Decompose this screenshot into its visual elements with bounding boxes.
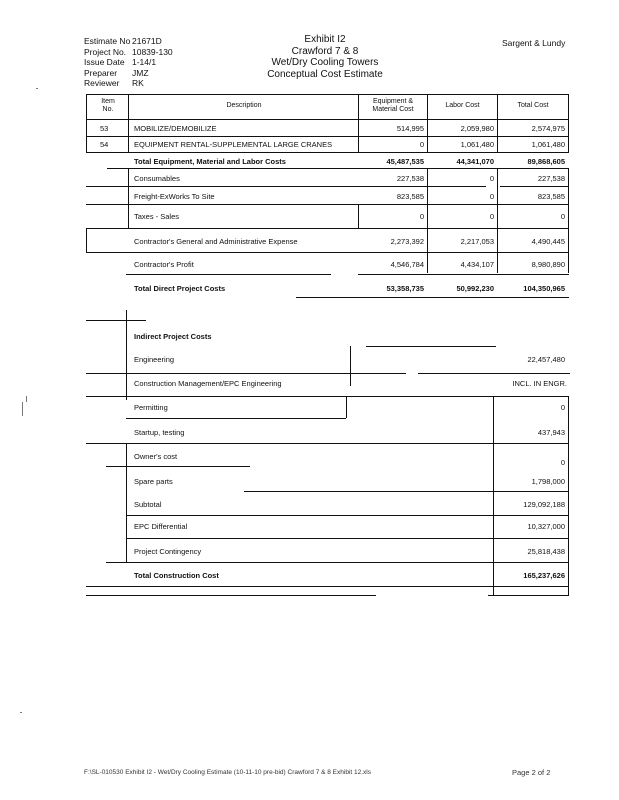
total-cost: 2,574,975 [531, 124, 565, 133]
title-line: Crawford 7 & 8 [291, 45, 359, 57]
row-description: Total Direct Project Costs [134, 284, 226, 293]
labor-cost: 0 [489, 212, 494, 221]
total-cost: 10,327,000 [527, 522, 565, 531]
total-cost: 227,538 [537, 174, 565, 183]
document-title [230, 34, 420, 80]
meta-value: 21671D [132, 36, 162, 46]
row-description: EPC Differential [134, 522, 188, 531]
meta-label: Estimate No [84, 36, 131, 46]
company-name: Sargent & Lundy [502, 38, 566, 48]
labor-cost: 0 [489, 192, 494, 201]
row-description: Owner's cost [134, 452, 178, 461]
row-description: Total Equipment, Material and Labor Costs [134, 157, 286, 166]
total-cost: 4,490,445 [531, 237, 565, 246]
meta-value: JMZ [132, 67, 149, 78]
meta-label: Project No. [84, 46, 127, 57]
col-header-text: Item [101, 98, 115, 105]
equipment-cost: 514,995 [396, 124, 424, 133]
preparer-row [84, 68, 173, 79]
title-line: Wet/Dry Cooling Towers [271, 57, 379, 68]
total-cost: 0 [560, 212, 565, 221]
title-line: Conceptual Cost Estimate [267, 68, 383, 80]
row-description: Taxes - Sales [134, 212, 180, 221]
row-description: Startup, testing [134, 428, 185, 437]
equipment-cost: 0 [419, 212, 424, 221]
col-header-description: Description [226, 102, 262, 109]
row-description: Project Contingency [134, 547, 202, 556]
total-cost: 1,061,480 [531, 140, 565, 149]
total-cost: 437,943 [537, 428, 565, 437]
total-cost: 25,818,438 [527, 547, 565, 556]
row-description: Permitting [134, 403, 168, 412]
labor-cost: 2,059,980 [460, 124, 494, 133]
meta-value: 10839-130 [132, 46, 173, 57]
equipment-cost: 4,546,784 [390, 260, 424, 269]
col-header-equipment [359, 98, 427, 114]
total-cost: 104,350,965 [523, 284, 565, 293]
row-description: Freight-ExWorks To Site [134, 192, 215, 201]
col-header-text: Material Cost [372, 106, 414, 113]
footer-page-number: Page 2 of 2 [512, 768, 551, 777]
total-cost: 165,237,626 [523, 571, 565, 580]
project-no-row [84, 47, 173, 58]
meta-label: Reviewer [84, 78, 120, 88]
row-description: Engineering [134, 355, 175, 364]
equipment-cost: 0 [419, 140, 424, 149]
col-header-labor: Labor Cost [445, 102, 480, 109]
estimate-no-row [84, 36, 173, 47]
total-cost: 89,868,605 [527, 157, 565, 166]
total-cost: 8,980,890 [531, 260, 565, 269]
row-description: Indirect Project Costs [134, 332, 212, 341]
col-header-total: Total Cost [517, 102, 549, 109]
footer-file-path: F:\SL-010530 Exhibit I2 - Wet/Dry Cooling Estimate (10-11-10 pre-bid) Crawford 7 & 8 Exhibit 12.xls [84, 769, 371, 776]
total-cost: 1,798,000 [531, 477, 565, 486]
meta-label: Preparer [84, 67, 118, 78]
total-cost: 0 [560, 458, 565, 467]
equipment-cost: 823,585 [396, 192, 424, 201]
title-line: Exhibit I2 [304, 34, 346, 45]
item-number: 54 [100, 140, 109, 149]
total-cost: 22,457,480 [527, 355, 565, 364]
equipment-cost: 53,358,735 [386, 284, 424, 293]
labor-cost: 50,992,230 [456, 284, 494, 293]
estimate-metadata [84, 36, 173, 89]
reviewer-row [84, 78, 173, 89]
equipment-cost: 227,538 [396, 174, 424, 183]
row-description: Consumables [134, 174, 180, 183]
labor-cost: 4,434,107 [460, 260, 494, 269]
row-description: Subtotal [134, 500, 162, 509]
col-header-item [88, 98, 128, 114]
row-description: Spare parts [134, 477, 173, 486]
meta-label: Issue Date [84, 57, 125, 67]
total-cost: 129,092,188 [523, 500, 565, 509]
row-description: Construction Management/EPC Engineering [134, 379, 282, 388]
total-cost: 823,585 [537, 192, 565, 201]
item-number: 53 [100, 124, 109, 133]
row-description: Contractor's General and Administrative Expense [134, 237, 298, 246]
row-description: MOBILIZE/DEMOBILIZE [134, 124, 217, 133]
total-cost: 0 [560, 403, 565, 412]
col-header-text: Equipment & [372, 98, 414, 105]
labor-cost: 44,341,070 [456, 157, 494, 166]
issue-date-row [84, 57, 173, 68]
row-description: EQUIPMENT RENTAL-SUPPLEMENTAL LARGE CRANES [134, 140, 333, 149]
equipment-cost: 2,273,392 [390, 237, 424, 246]
labor-cost: 1,061,480 [460, 140, 494, 149]
labor-cost: 0 [489, 174, 494, 183]
meta-value: 1-14/1 [132, 57, 157, 67]
labor-cost: 2,217,053 [460, 237, 494, 246]
total-cost: INCL. IN ENGR. [512, 379, 567, 388]
meta-value: RK [132, 78, 144, 88]
col-header-text: No. [102, 106, 114, 113]
row-description: Contractor's Profit [134, 260, 194, 269]
equipment-cost: 45,487,535 [386, 157, 424, 166]
row-description: Total Construction Cost [134, 571, 219, 580]
